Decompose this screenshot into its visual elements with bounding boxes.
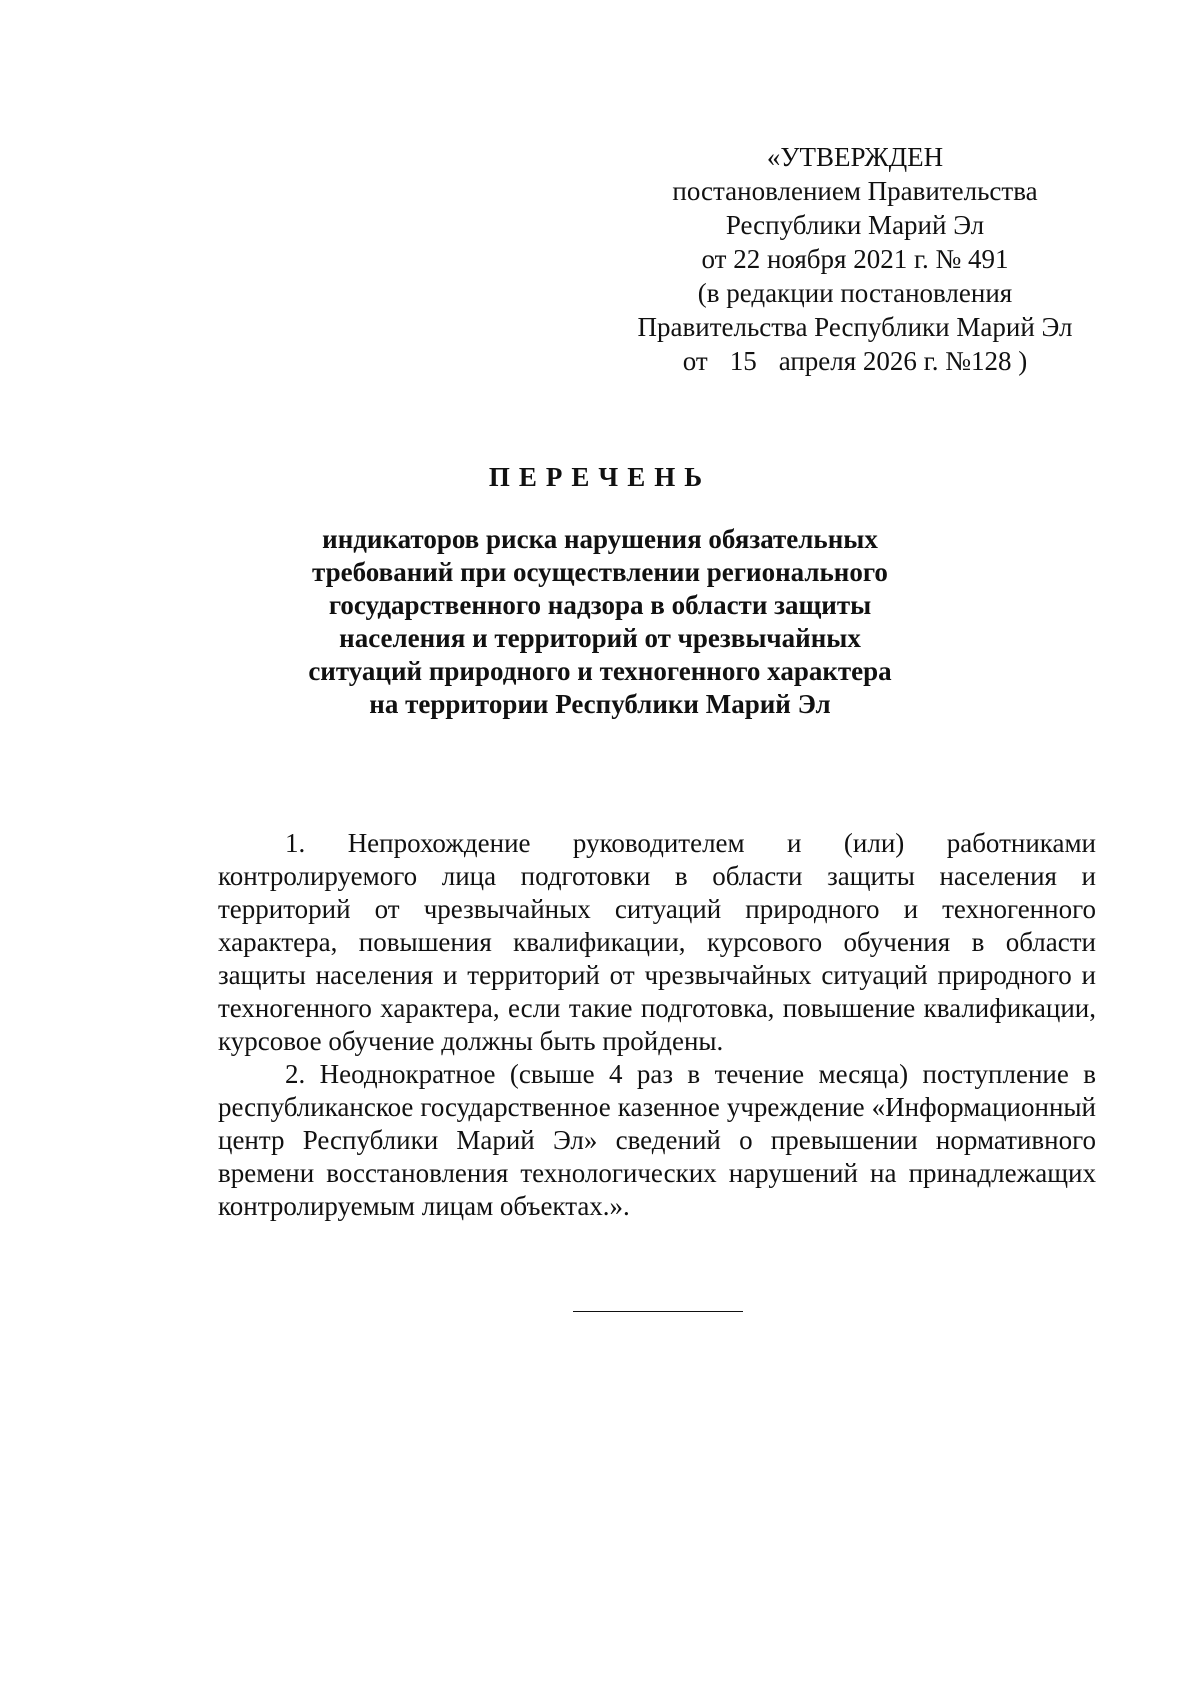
- indicator-list: [218, 827, 1096, 1223]
- amendment-date-prefix: от: [682, 346, 708, 376]
- subtitle-line: ситуаций природного и техногенного характера: [308, 656, 892, 686]
- approval-heading: «УТВЕРЖДЕН: [766, 142, 944, 172]
- subtitle-line: индикаторов риска нарушения обязательных: [322, 524, 878, 554]
- approval-amendment-date: [620, 344, 1090, 378]
- item-text: Непрохождение руководителем и (или) работниками контролируемого лица подготовки в области защиты населения и территорий от чрезвычайных ситуаций природного и техногенного характера, повышения квалификации, курсового обучения в области защиты населения и территорий от чрезвычайных ситуаций природного и техногенного характера, если такие подготовка, повышение квалификации, курсовое обучение должны быть пройдены.: [218, 828, 1097, 1056]
- amendment-day: 15: [729, 346, 757, 376]
- document-subtitle: [300, 523, 900, 721]
- approval-date-number: от 22 ноября 2021 г. № 491: [701, 244, 1009, 274]
- indicator-item-2: [218, 1058, 1096, 1223]
- amendment-number: №128: [945, 346, 1012, 376]
- approval-government-line: Правительства Республики Марий Эл: [637, 312, 1073, 342]
- subtitle-line: государственного надзора в области защиты: [328, 590, 872, 620]
- approval-republic-line: Республики Марий Эл: [725, 210, 985, 240]
- item-text: Неоднократное (свыше 4 раз в течение месяца) поступление в республиканское государственное казенное учреждение «Информационный центр Республики Марий Эл» сведений о превышении нормативного времени восстановления технологических нарушений на принадлежащих контролируемым лицам объектах.».: [218, 1059, 1096, 1221]
- approval-stamp: [620, 140, 1090, 378]
- subtitle-line: на территории Республики Марий Эл: [369, 689, 831, 719]
- approval-amendment-line: (в редакции постановления: [697, 278, 1013, 308]
- item-number: 1.: [285, 828, 306, 858]
- subtitle-line: требований при осуществлении регионального: [312, 557, 888, 587]
- end-divider: [573, 1311, 743, 1312]
- amendment-month-year: апреля 2026 г.: [778, 346, 939, 376]
- indicator-item-1: [218, 827, 1096, 1058]
- approval-resolution-line: постановлением Правительства: [672, 176, 1038, 206]
- document-title: ПЕРЕЧЕНЬ: [488, 462, 712, 492]
- item-number: 2.: [285, 1059, 306, 1089]
- subtitle-line: населения и территорий от чрезвычайных: [339, 623, 861, 653]
- amendment-close-paren: ): [1018, 346, 1028, 376]
